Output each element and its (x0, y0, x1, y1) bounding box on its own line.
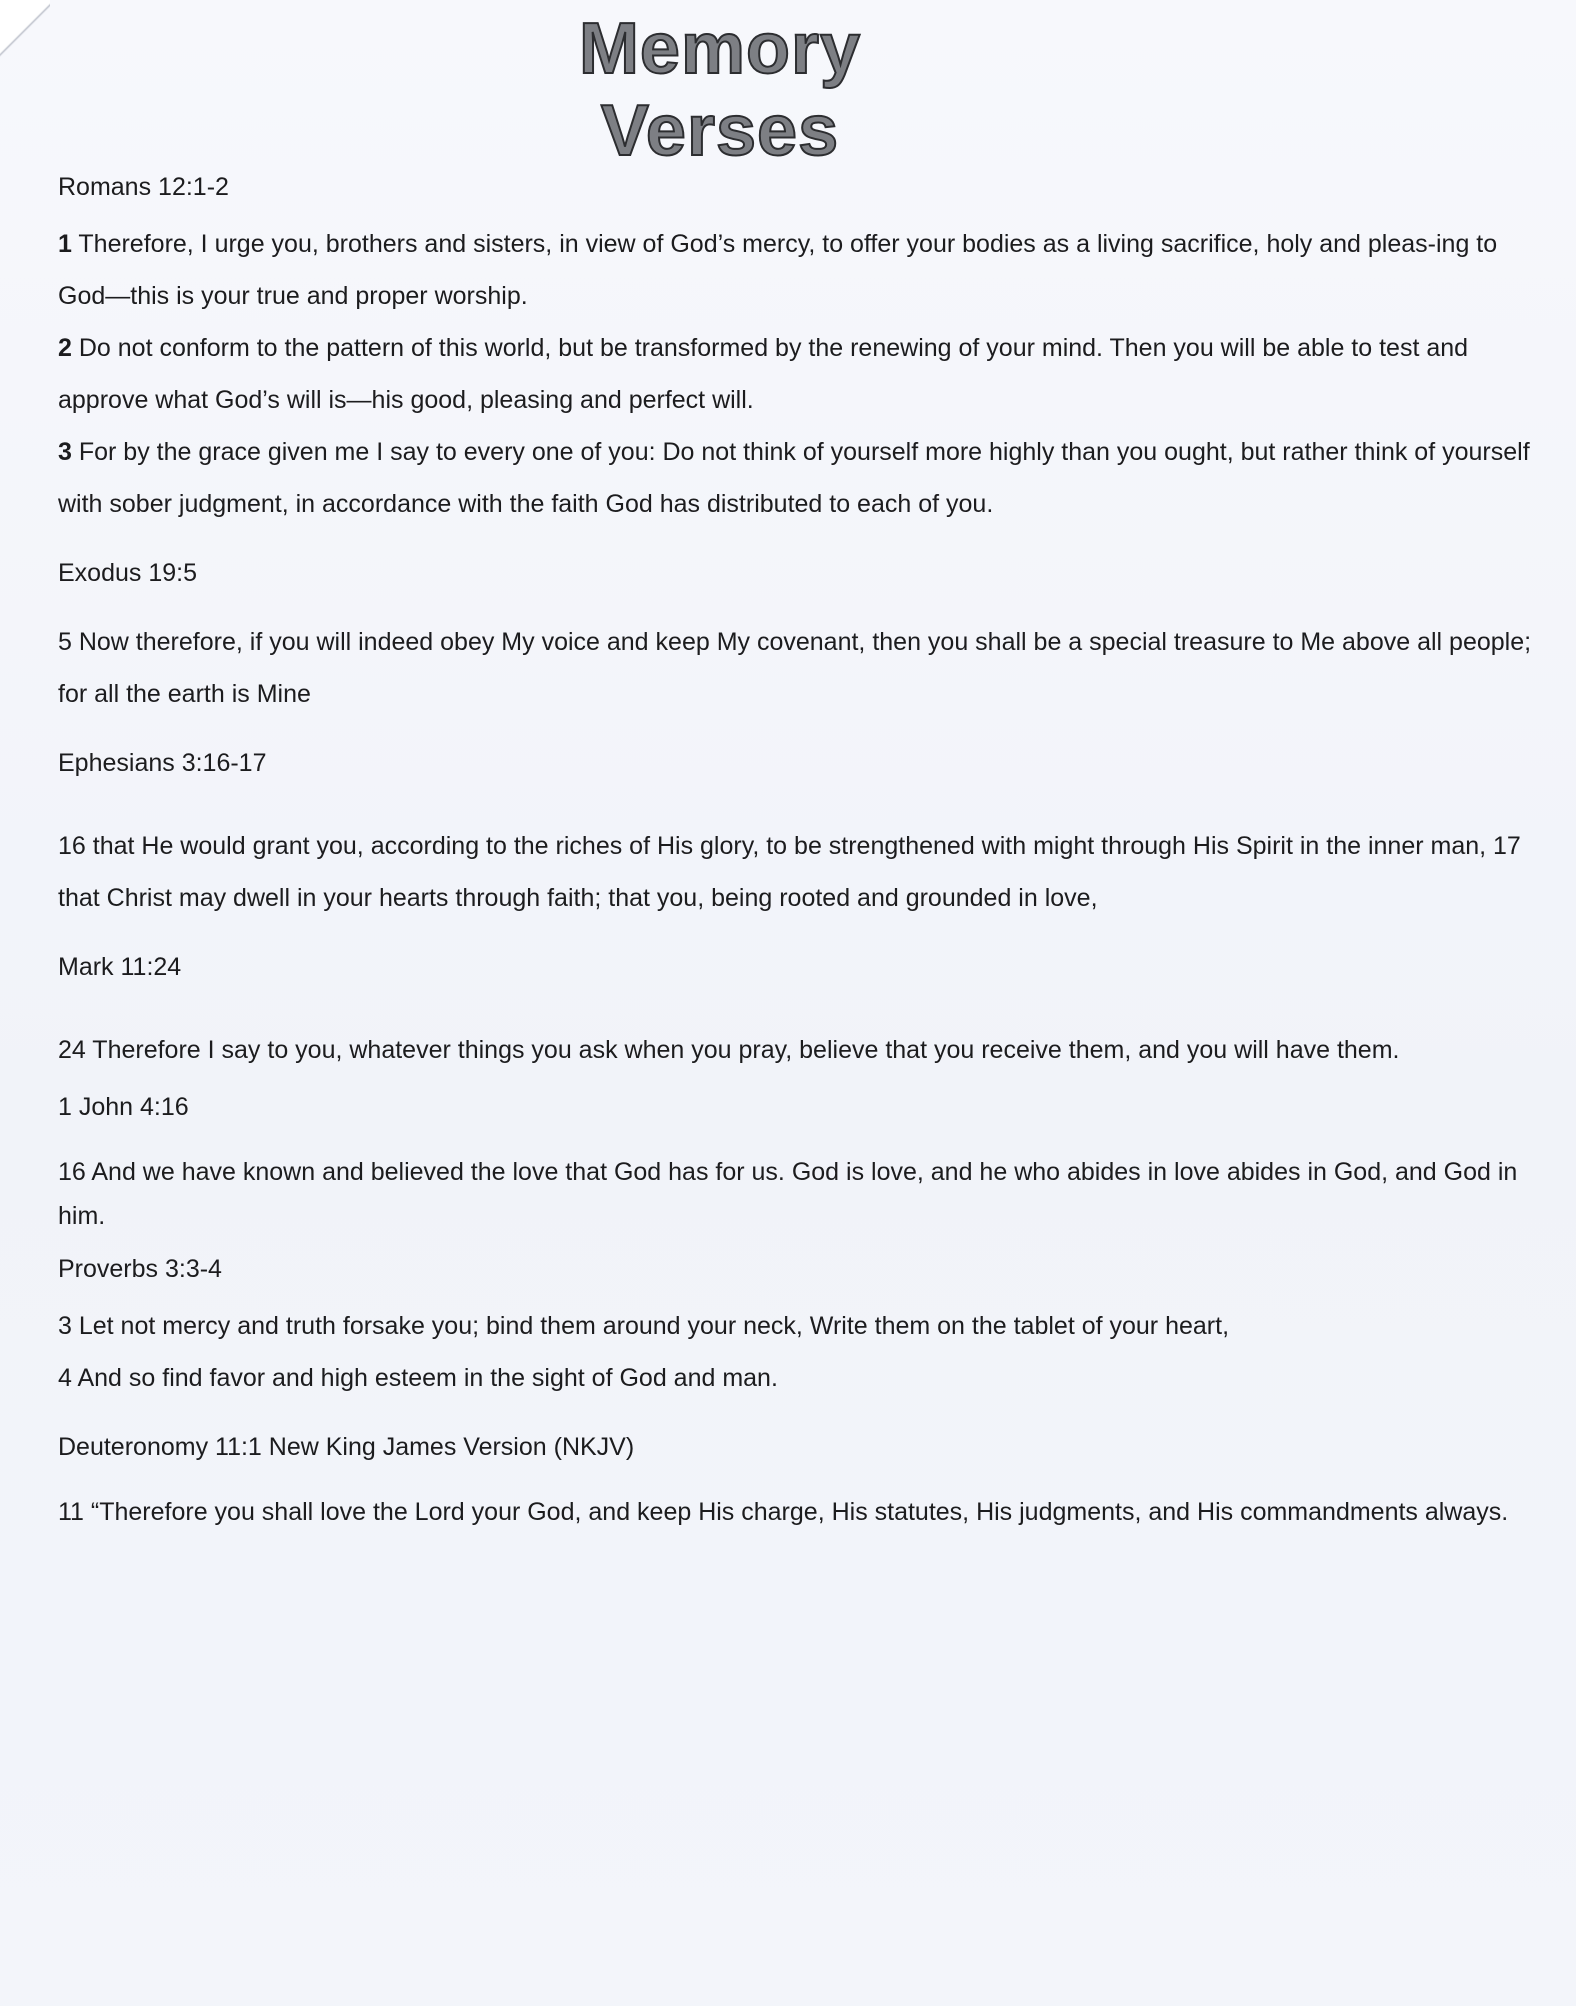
verse-text: Do not conform to the pattern of this world, but be transformed by the renewing of your mind. Then you will be able to test and approve what God’s will is—his good, pleasing and perfect will. (58, 334, 1469, 414)
page-corner-fold (0, 0, 50, 60)
section-reference-ephesians: Ephesians 3:16-17 (58, 749, 267, 777)
verse-romans-1 (58, 218, 1544, 322)
verse-deuteronomy-11: 11 “Therefore you shall love the Lord your God, and keep His charge, His statutes, His judgments, and His commandments always. (58, 1498, 1509, 1526)
section-reference-1-john: 1 John 4:16 (58, 1093, 189, 1121)
verse-text: Therefore, I urge you, brothers and sisters, in view of God’s mercy, to offer your bodies as a living sacrifice, holy and pleas-ing to God—this is your true and proper worship. (58, 230, 1498, 310)
verse-text: For by the grace given me I say to every one of you: Do not think of yourself more highly than you ought, but rather think of yourself with sober judgment, in accordance with the faith God has distributed to each of you. (58, 438, 1530, 518)
section-reference-deuteronomy: Deuteronomy 11:1 New King James Version (NKJV) (58, 1433, 635, 1461)
verse-romans-3 (58, 426, 1544, 530)
verse-exodus-5: 5 Now therefore, if you will indeed obey My voice and keep My covenant, then you shall be a special treasure to Me above all people; for all the earth is Mine (58, 628, 1532, 708)
verse-proverbs-3: 3 Let not mercy and truth forsake you; bind them around your neck, Write them on the tablet of your heart, (58, 1312, 1230, 1340)
verses-content (58, 170, 1544, 1534)
section-reference-romans: Romans 12:1-2 (58, 173, 229, 201)
verse-number: 2 (58, 334, 72, 362)
verse-number: 3 (58, 438, 72, 466)
section-reference-mark: Mark 11:24 (58, 953, 182, 981)
verse-number: 1 (58, 230, 72, 258)
verse-mark-24: 24 Therefore I say to you, whatever things you ask when you pray, believe that you receive them, and you will have them. (58, 1036, 1400, 1064)
verse-1-john-16: 16 And we have known and believed the love that God has for us. God is love, and he who abides in love abides in God, and God in him. (58, 1158, 1518, 1230)
verse-romans-2 (58, 322, 1544, 426)
verse-ephesians-16: 16 that He would grant you, according to the riches of His glory, to be strengthened with might through His Spirit in the inner man, 17 that Christ may dwell in your hearts through faith; that you, being rooted and grounded in love, (58, 832, 1521, 912)
page-title: Memory Verses (578, 9, 862, 171)
verse-proverbs-4: 4 And so find favor and high esteem in the sight of God and man. (58, 1364, 778, 1392)
section-reference-proverbs: Proverbs 3:3-4 (58, 1255, 222, 1283)
section-reference-exodus: Exodus 19:5 (58, 559, 197, 587)
